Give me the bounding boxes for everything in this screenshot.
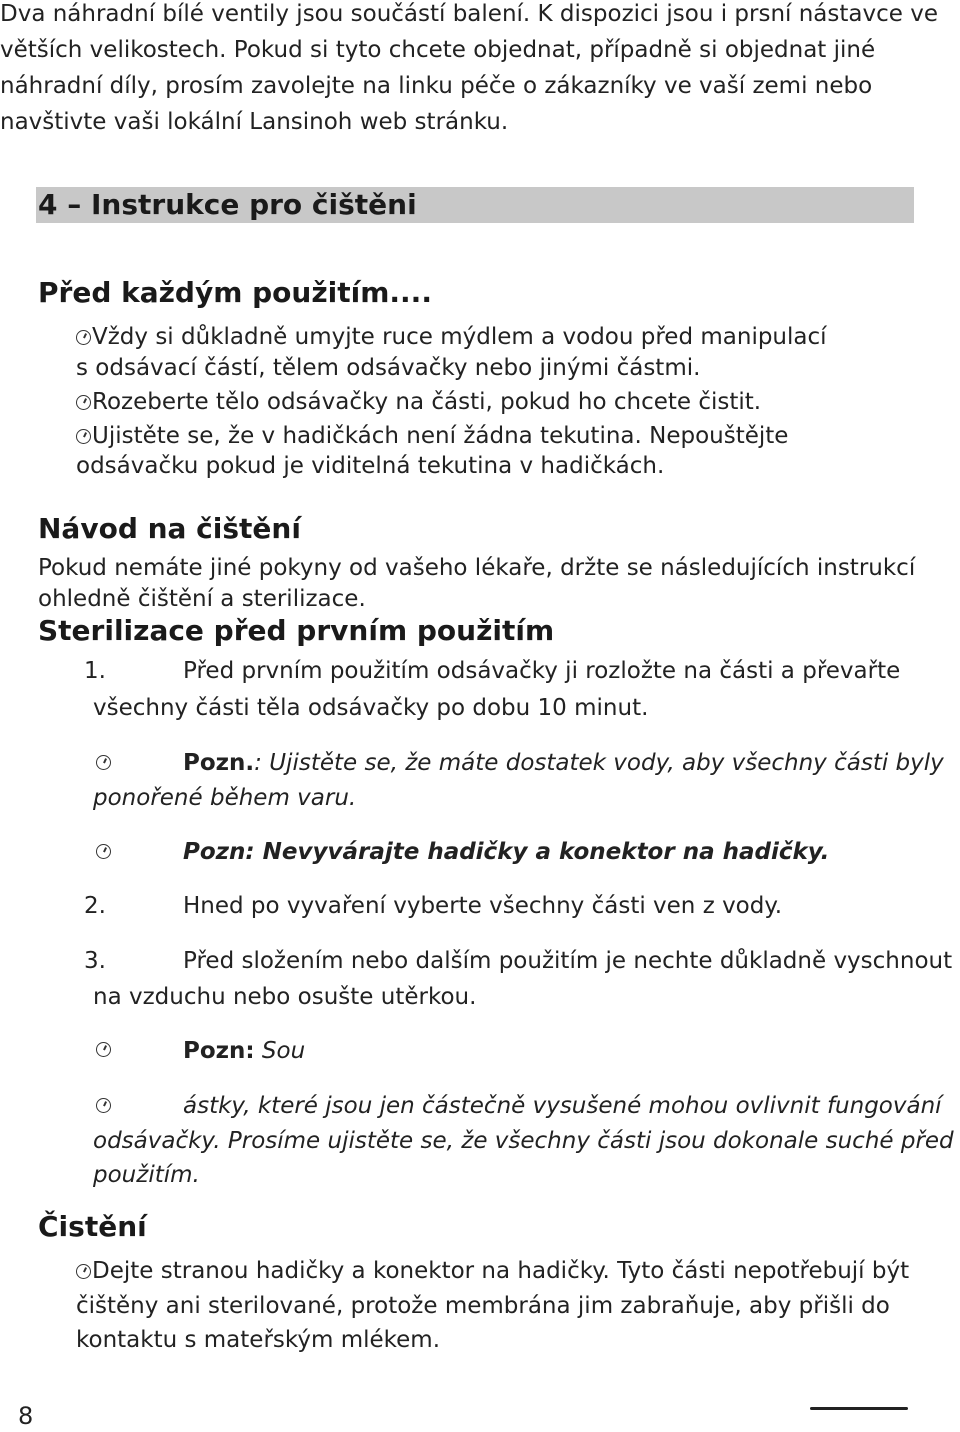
clock-note-icon <box>96 1042 111 1057</box>
note-text: Pozn.: Ujistěte se, že máte dostatek vody, aby všechny části byly <box>183 750 944 776</box>
intro-line: Dva náhradní bílé ventily jsou součástí balení. K dispozici jsou i prsní nástavce ve <box>0 1 938 27</box>
cleaning-guide-text: Pokud nemáte jiné pokyny od vašeho lékaře, držte se následujících instrukcí <box>38 555 916 581</box>
intro-line: větších velikostech. Pokud si tyto chcete objednat, případně si objednat jiné <box>0 37 876 63</box>
bullet-item-continuation: čištěny ani sterilované, protože membrána jim zabraňuje, aby přišli do <box>76 1293 890 1319</box>
intro-line: náhradní díly, prosím zavolejte na linku péče o zákazníky ve vaší zemi nebo <box>0 73 873 99</box>
note-text-continuation: ponořené během varu. <box>93 785 357 811</box>
note-text-continuation: použitím. <box>93 1162 200 1188</box>
step-text-continuation: všechny části těla odsávačky po dobu 10 minut. <box>93 695 649 721</box>
step-number: 2. <box>84 893 106 919</box>
note-text-continuation: odsávačky. Prosíme ujistěte se, že všechny části jsou dokonale suché před <box>93 1128 954 1154</box>
step-text: Hned po vyvaření vyberte všechny části ven z vody. <box>183 893 782 919</box>
intro-paragraph <box>0 0 955 140</box>
before-use-heading: Před každým použitím.... <box>38 276 432 309</box>
step-number: 1. <box>84 658 106 684</box>
clock-bullet-icon <box>76 429 91 444</box>
sterilization-heading: Sterilizace před prvním použitím <box>38 614 555 647</box>
note-text: Pozn: Nevyvárajte hadičky a konektor na hadičky. <box>183 839 830 865</box>
bullet-item: Ujistěte se, že v hadičkách není žádna tekutina. Nepouštějte <box>76 418 788 454</box>
note-text: ástky, které jsou jen částečně vysušené mohou ovlivnit fungování <box>183 1093 942 1119</box>
clock-bullet-icon <box>76 1264 91 1279</box>
bullet-item: Vždy si důkladně umyjte ruce mýdlem a vodou před manipulací <box>76 319 827 355</box>
step-text: Před prvním použitím odsávačky ji rozložte na části a převařte <box>183 658 901 684</box>
bullet-item-continuation: s odsávací částí, tělem odsávačky nebo jinými částmi. <box>76 355 701 381</box>
note-text: Pozn: Sou <box>183 1038 306 1064</box>
bullet-item-continuation: kontaktu s mateřským mlékem. <box>76 1327 441 1353</box>
step-number: 3. <box>84 948 106 974</box>
bullet-item: Dejte stranou hadičky a konektor na hadičky. Tyto části nepotřebují být <box>76 1253 909 1289</box>
step-text: Před složením nebo dalším použitím je nechte důkladně vyschnout <box>183 948 953 974</box>
bullet-item-continuation: odsávačku pokud je viditelná tekutina v hadičkách. <box>76 453 665 479</box>
cleaning-guide-heading: Návod na čištění <box>38 512 301 545</box>
intro-line: navštivte vaši lokální Lansinoh web stránku. <box>0 109 509 135</box>
cleaning-guide-text: ohledně čištění a sterilizace. <box>38 586 366 612</box>
clock-note-icon <box>96 1098 111 1113</box>
clock-note-icon <box>96 755 111 770</box>
clock-note-icon <box>96 844 111 859</box>
section-title: 4 – Instrukce pro čištěni <box>38 188 417 221</box>
step-text-continuation: na vzduchu nebo osušte utěrkou. <box>93 984 477 1010</box>
clock-bullet-icon <box>76 330 91 345</box>
footer-decorative-line <box>810 1407 908 1410</box>
clock-bullet-icon <box>76 395 91 410</box>
cleaning-heading: Čistění <box>38 1210 147 1243</box>
bullet-item: Rozeberte tělo odsávačky na části, pokud ho chcete čistit. <box>76 384 761 420</box>
page-number: 8 <box>18 1402 34 1430</box>
